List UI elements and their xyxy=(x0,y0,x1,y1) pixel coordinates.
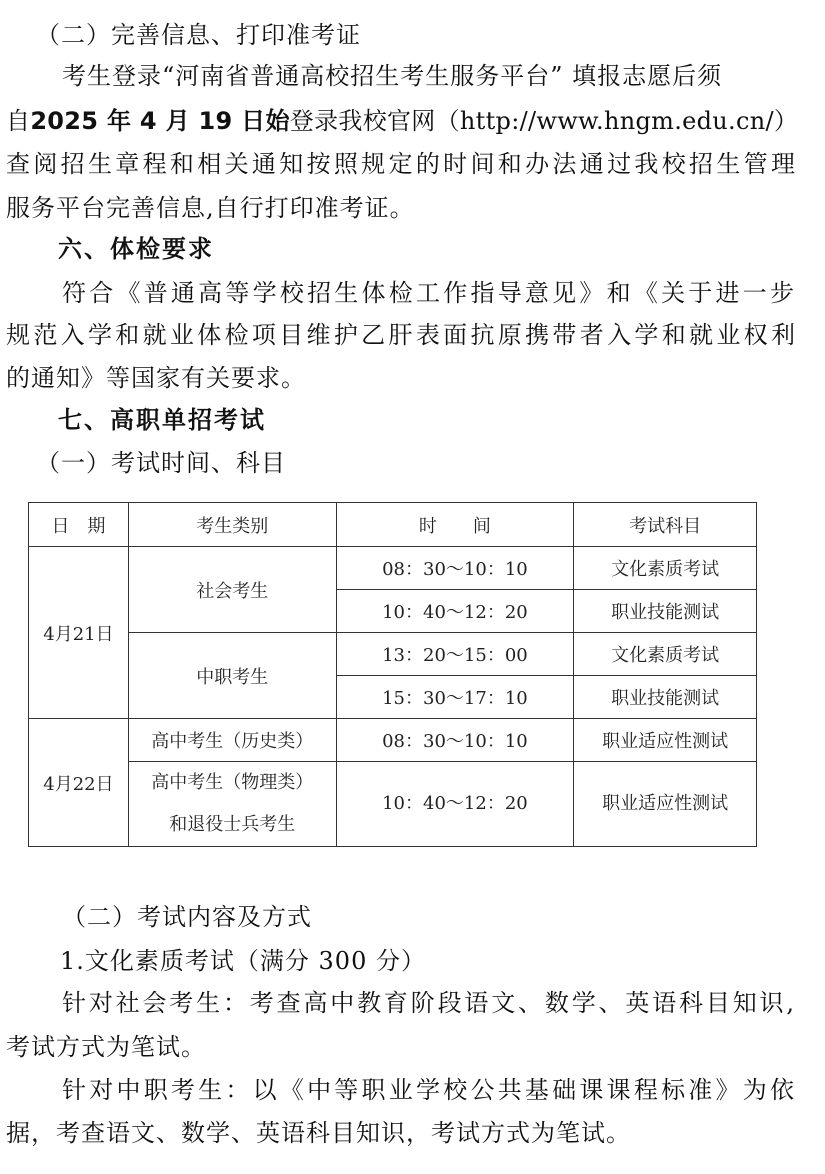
content-paragraph-2-line-1: 针对中职考生：以《中等职业学校公共基础课课程标准》为依 xyxy=(62,1076,794,1104)
date-cell-day1: 4月21日 xyxy=(29,547,129,719)
date-cell-day2: 4月22日 xyxy=(29,719,129,847)
section-heading-health: 六、体检要求 xyxy=(58,235,214,263)
perfect-info-paragraph-line-1: 考生登录“河南省普通高校招生考生服务平台” 填报志愿后须 xyxy=(62,62,723,90)
subject-cell: 职业技能测试 xyxy=(574,590,757,633)
time-cell: 10：40～12：20 xyxy=(336,590,574,633)
table-row xyxy=(29,633,757,676)
time-cell: 13：20～15：00 xyxy=(336,633,574,676)
subject-cell: 职业适应性测试 xyxy=(574,719,757,762)
item-cultural-exam-title: 1.文化素质考试（满分 300 分） xyxy=(60,947,426,975)
health-paragraph-line-1: 符合《普通高等学校招生体检工作指导意见》和《关于进一步 xyxy=(62,279,794,307)
health-paragraph-line-3: 的通知》等国家有关要求。 xyxy=(6,364,306,392)
section-heading-exam: 七、高职单招考试 xyxy=(58,406,266,434)
perfect-info-paragraph-line-2 xyxy=(6,104,799,138)
category-cell-social: 社会考生 xyxy=(128,547,336,633)
health-paragraph-line-2: 规范入学和就业体检项目维护乙肝表面抗原携带者入学和就业权利 xyxy=(6,321,795,349)
category-cell-vocational: 中职考生 xyxy=(128,633,336,719)
subject-cell: 文化素质考试 xyxy=(574,547,757,590)
header-time: 时 间 xyxy=(336,503,574,547)
time-cell: 15：30～17：10 xyxy=(336,676,574,719)
subheading-exam-time-subjects: （一）考试时间、科目 xyxy=(36,449,286,477)
subject-cell: 职业技能测试 xyxy=(574,676,757,719)
subject-cell: 职业适应性测试 xyxy=(574,762,757,847)
perfect-info-line2-prefix: 自 xyxy=(6,107,31,135)
section-heading-perfect-info: （二）完善信息、打印准考证 xyxy=(36,21,361,49)
subject-cell: 文化素质考试 xyxy=(574,633,757,676)
time-cell: 10：40～12：20 xyxy=(336,762,574,847)
subheading-exam-content: （二）考试内容及方式 xyxy=(62,903,312,931)
content-paragraph-1-line-2: 考试方式为笔试。 xyxy=(6,1033,206,1061)
exam-schedule-table xyxy=(28,502,757,847)
time-cell: 08：30～10：10 xyxy=(336,719,574,762)
header-date: 日 期 xyxy=(29,503,129,547)
category-line-1: 高中考生（物理类） xyxy=(151,772,314,793)
start-date-emphasis: 2025 年 4 月 19 日始 xyxy=(30,107,290,135)
table-row xyxy=(29,762,757,847)
header-subject: 考试科目 xyxy=(574,503,757,547)
content-paragraph-2-line-2: 据，考查语文、数学、英语科目知识，考试方式为笔试。 xyxy=(6,1119,631,1147)
content-paragraph-1-line-1: 针对社会考生：考查高中教育阶段语文、数学、英语科目知识, xyxy=(62,989,794,1017)
table-header-row xyxy=(29,503,757,547)
perfect-info-paragraph-line-3: 查阅招生章程和相关通知按照规定的时间和办法通过我校招生管理 xyxy=(6,150,795,178)
category-cell-highschool-history: 高中考生（历史类） xyxy=(128,719,336,762)
category-line-2: 和退役士兵考生 xyxy=(169,814,296,835)
table-row xyxy=(29,547,757,590)
table-row xyxy=(29,719,757,762)
time-cell: 08：30～10：10 xyxy=(336,547,574,590)
category-cell-highschool-physics-veterans xyxy=(128,762,336,847)
official-website-text: 登录我校官网（http://www.hngm.edu.cn/） xyxy=(289,107,799,135)
header-category: 考生类别 xyxy=(128,503,336,547)
perfect-info-paragraph-line-4: 服务平台完善信息,自行打印准考证。 xyxy=(6,194,415,222)
